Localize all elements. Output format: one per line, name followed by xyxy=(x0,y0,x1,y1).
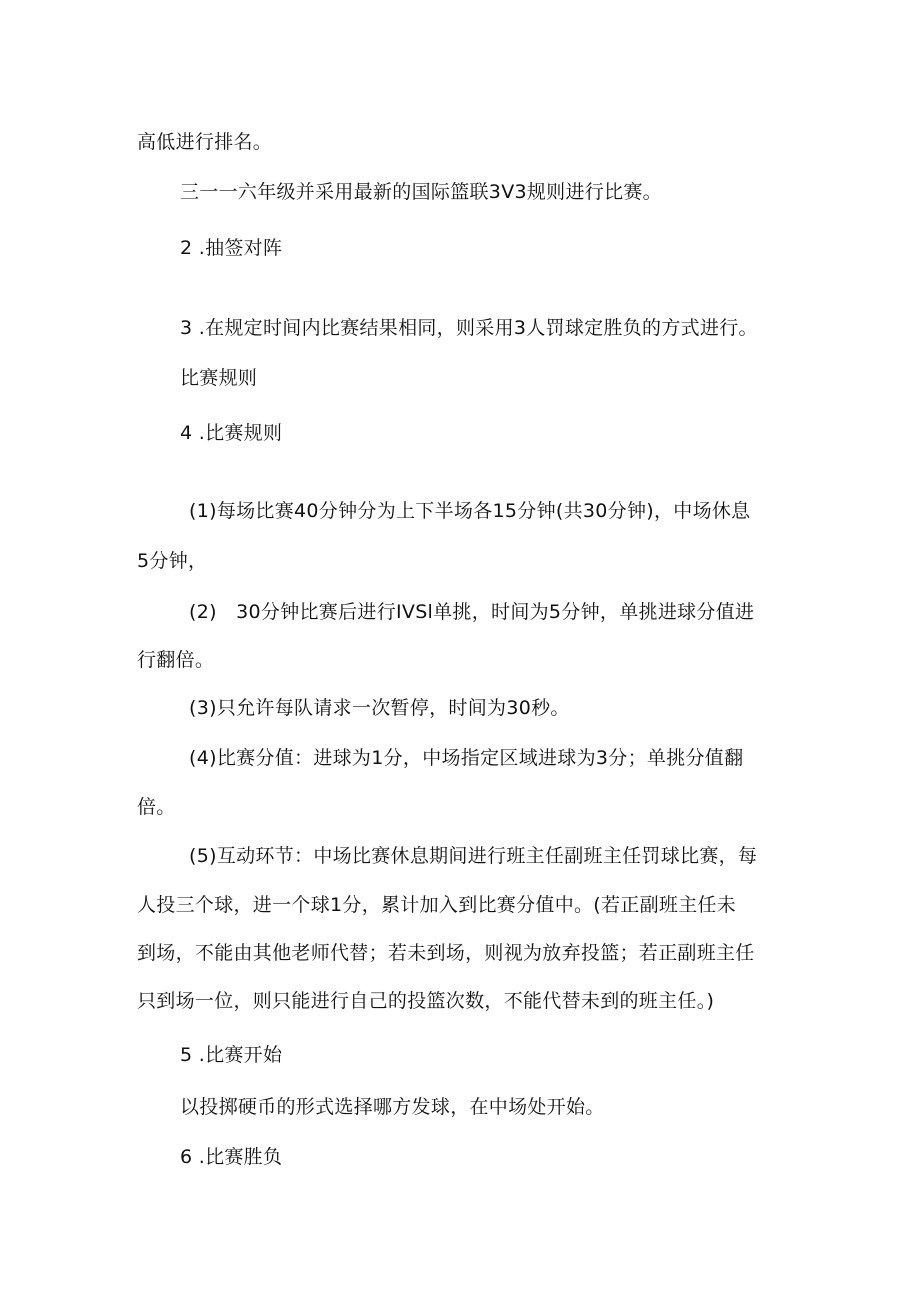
rule-4-line-1: (4)比赛分值：进球为1分，中场指定区域进球为3分；单挑分值翻 xyxy=(189,747,744,769)
text-line-grades-rules: 三一一六年级并采用最新的国际篮联3V3规则进行比赛。 xyxy=(180,181,662,203)
text-line-coin-toss: 以投掷硬币的形式选择哪方发球，在中场处开始。 xyxy=(180,1096,605,1118)
rule-1-line-2: 5分钟， xyxy=(137,550,208,572)
rule-5-line-2: 人投三个球，进一个球1分，累计加入到比赛分值中。(若正副班主任未 xyxy=(137,894,737,916)
rule-2-line-1: (2) 30分钟比赛后进行IVSl单挑，时间为5分钟，单挑进球分值进 xyxy=(189,601,755,623)
heading-match-start: 5 .比赛开始 xyxy=(180,1044,283,1066)
heading-match-result: 6 .比赛胜负 xyxy=(180,1146,283,1168)
subheading-match-rules: 比赛规则 xyxy=(180,367,258,389)
heading-draw: 2 .抽签对阵 xyxy=(180,237,283,259)
heading-match-rules: 4 .比赛规则 xyxy=(180,422,283,444)
rule-1-line-1: (1)每场比赛40分钟分为上下半场各15分钟(共30分钟)，中场休息 xyxy=(189,500,751,522)
rule-5-line-3: 到场，不能由其他老师代替；若未到场，则视为放弃投篮；若正副班主任 xyxy=(137,942,755,964)
rule-5-line-4: 只到场一位，则只能进行自己的投篮次数，不能代替未到的班主任。) xyxy=(137,990,715,1012)
rule-2-line-2: 行翻倍。 xyxy=(137,649,215,671)
rule-3-line: (3)只允许每队请求一次暂停，时间为30秒。 xyxy=(189,697,570,719)
rule-4-line-2: 倍。 xyxy=(137,796,176,818)
text-line-ranking: 高低进行排名。 xyxy=(137,131,273,153)
rule-5-line-1: (5)互动环节：中场比赛休息期间进行班主任副班主任罚球比赛，每 xyxy=(189,845,758,867)
text-line-tiebreak: 3 .在规定时间内比赛结果相同，则采用3人罚球定胜负的方式进行。 xyxy=(180,317,758,339)
